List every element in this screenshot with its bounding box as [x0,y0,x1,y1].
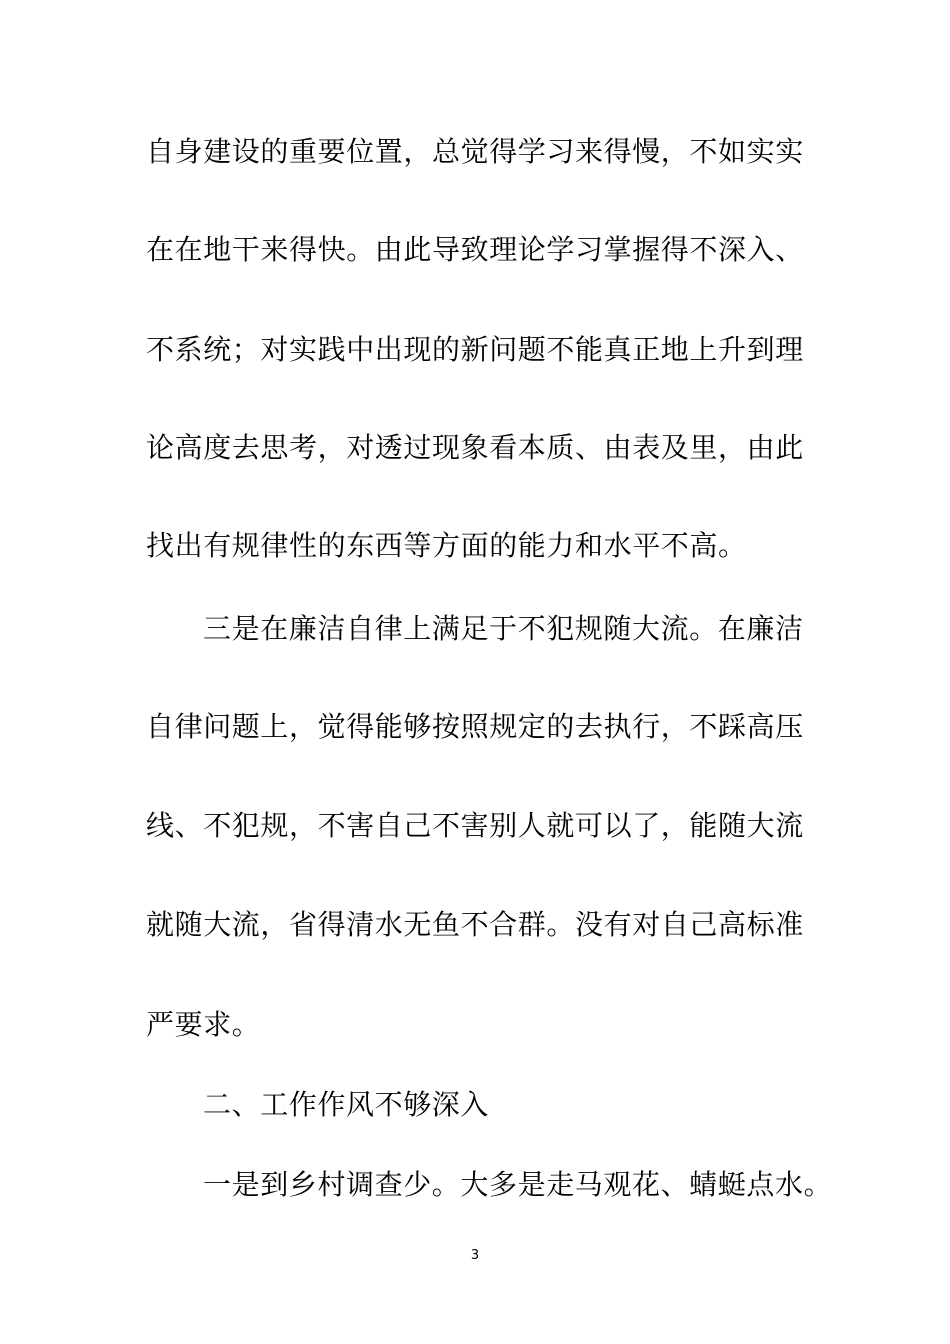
paragraph-heading-1: 一是到乡村调查少。大多是走马观花、蜻蜓点水。 [203,1168,833,1201]
text-line-4: 论高度去思考，对透过现象看本质、由表及里，由此 [146,431,804,464]
text-line-7: 自律问题上，觉得能够按照规定的去执行，不踩高压 [146,710,804,743]
text-line-8: 线、不犯规，不害自己不害别人就可以了，能随大流 [146,809,804,842]
paragraph-heading-3: 三是在廉洁自律上满足于不犯规随大流。在廉洁 [203,612,804,645]
page-number: 3 [470,1248,480,1263]
text-line-1: 自身建设的重要位置，总觉得学习来得慢，不如实实 [146,135,804,168]
text-line-2: 在在地干来得快。由此导致理论学习掌握得不深入、 [146,233,804,266]
text-line-5: 找出有规律性的东西等方面的能力和水平不高。 [146,529,747,562]
text-line-9: 就随大流，省得清水无鱼不合群。没有对自己高标准 [146,908,804,941]
text-line-3: 不系统；对实践中出现的新问题不能真正地上升到理 [146,333,804,366]
text-line-10: 严要求。 [146,1008,261,1041]
section-heading: 二、工作作风不够深入 [203,1088,490,1121]
